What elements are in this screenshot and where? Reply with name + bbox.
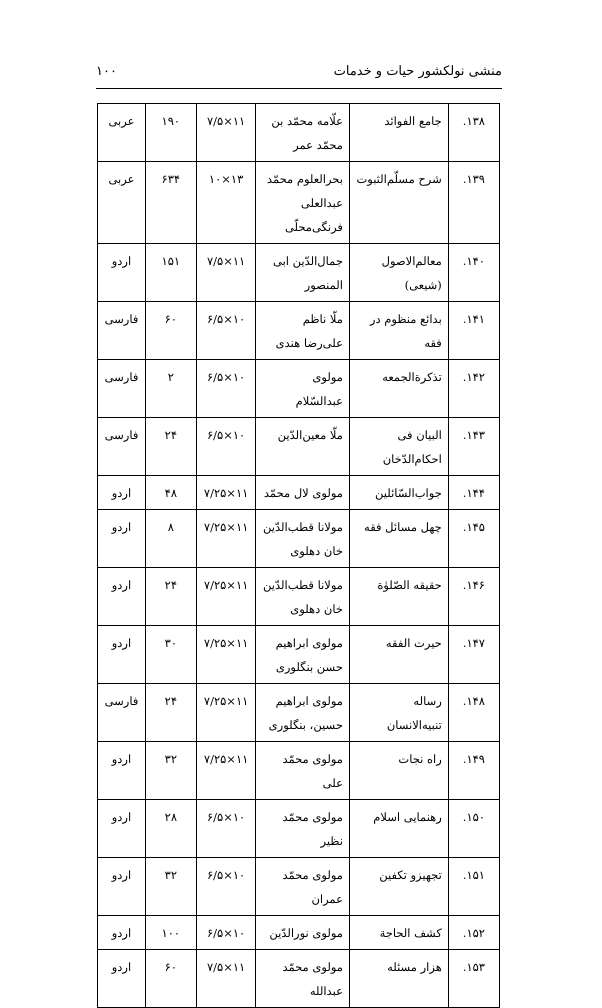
language: اردو xyxy=(98,800,146,858)
page-count: ۲ xyxy=(145,360,196,418)
row-number: ۱۴۲. xyxy=(448,360,499,418)
book-title: رساله تنبیه‌الانسان xyxy=(349,684,448,742)
table-row xyxy=(98,684,500,742)
language: فارسی xyxy=(98,684,146,742)
author: مولوی عبدالسّلام xyxy=(256,360,349,418)
author: مولانا قطب‌الدّین خان دهلوی xyxy=(256,510,349,568)
page-count: ۴۸ xyxy=(145,476,196,510)
language: فارسی xyxy=(98,418,146,476)
page-count: ۳۲ xyxy=(145,858,196,916)
page-size: ۱۰×۶/۵ xyxy=(196,418,256,476)
book-title: تجهیزو تکفین xyxy=(349,858,448,916)
page-size: ۱۱×۷/۲۵ xyxy=(196,510,256,568)
table-row xyxy=(98,626,500,684)
language: فارسی xyxy=(98,302,146,360)
row-number: ۱۴۵. xyxy=(448,510,499,568)
table-row xyxy=(98,244,500,302)
table-row xyxy=(98,858,500,916)
row-number: ۱۴۳. xyxy=(448,418,499,476)
page-size: ۱۰×۶/۵ xyxy=(196,360,256,418)
page-count: ۶۰ xyxy=(145,302,196,360)
page-size: ۱۰×۶/۵ xyxy=(196,858,256,916)
table-row xyxy=(98,800,500,858)
page-size: ۱۳×۱۰ xyxy=(196,162,256,244)
book-title: تذکرةالجمعه xyxy=(349,360,448,418)
language: اردو xyxy=(98,626,146,684)
book-title: رهنمایی اسلام xyxy=(349,800,448,858)
page-size: ۱۱×۷/۲۵ xyxy=(196,568,256,626)
page-count: ۶۰ xyxy=(145,950,196,1008)
page-size: ۱۰×۶/۵ xyxy=(196,302,256,360)
language: اردو xyxy=(98,858,146,916)
book-title: حیرت الفقه xyxy=(349,626,448,684)
row-number: ۱۵۲. xyxy=(448,916,499,950)
author: مولانا قطب‌الدّین خان دهلوی xyxy=(256,568,349,626)
running-title: منشی نولکشور حیات و خدمات xyxy=(333,64,502,79)
page-size: ۱۱×۷/۵ xyxy=(196,950,256,1008)
page-count: ۲۸ xyxy=(145,800,196,858)
language: عربی xyxy=(98,162,146,244)
page-header xyxy=(96,64,502,86)
row-number: ۱۴۸. xyxy=(448,684,499,742)
page-count: ۳۰ xyxy=(145,626,196,684)
page-count: ۲۴ xyxy=(145,568,196,626)
book-title: معالم‌الاصول (شیعی) xyxy=(349,244,448,302)
page-count: ۳۲ xyxy=(145,742,196,800)
author: مولوی ابراهیم حسن بنگلوری xyxy=(256,626,349,684)
row-number: ۱۳۸. xyxy=(448,104,499,162)
page-size: ۱۱×۷/۲۵ xyxy=(196,626,256,684)
book-title: البیان فی احکام‌الدّخان xyxy=(349,418,448,476)
page-size: ۱۱×۷/۲۵ xyxy=(196,476,256,510)
language: اردو xyxy=(98,568,146,626)
book-title: کشف الحاجة xyxy=(349,916,448,950)
row-number: ۱۴۷. xyxy=(448,626,499,684)
page-count: ۱۵۱ xyxy=(145,244,196,302)
book-title: هزار مسئله xyxy=(349,950,448,1008)
books-table xyxy=(97,103,500,1008)
row-number: ۱۴۱. xyxy=(448,302,499,360)
row-number: ۱۳۹. xyxy=(448,162,499,244)
language: اردو xyxy=(98,244,146,302)
author: مولوی نورالدّین xyxy=(256,916,349,950)
book-title: شرح مسلّم‌الثبوت xyxy=(349,162,448,244)
table-row xyxy=(98,418,500,476)
author: ملّا معین‌الدّین xyxy=(256,418,349,476)
author: مولوی لال محمّد xyxy=(256,476,349,510)
page-count: ۲۴ xyxy=(145,418,196,476)
page-size: ۱۰×۶/۵ xyxy=(196,800,256,858)
page-size: ۱۱×۷/۲۵ xyxy=(196,684,256,742)
page-count: ۸ xyxy=(145,510,196,568)
author: مولوی محمّد علی xyxy=(256,742,349,800)
row-number: ۱۴۶. xyxy=(448,568,499,626)
book-title: راه نجات xyxy=(349,742,448,800)
author: مولوی محمّد عبدالله xyxy=(256,950,349,1008)
row-number: ۱۴۰. xyxy=(448,244,499,302)
author: مولوی محمّد عمران xyxy=(256,858,349,916)
author: جمال‌الدّین ابی المنصور xyxy=(256,244,349,302)
header-rule xyxy=(96,88,502,89)
language: اردو xyxy=(98,476,146,510)
row-number: ۱۵۰. xyxy=(448,800,499,858)
author: علّامه محمّد بن محمّد عمر xyxy=(256,104,349,162)
table-row xyxy=(98,104,500,162)
author: بحرالعلوم محمّد عبدالعلی فرنگی‌محلّی xyxy=(256,162,349,244)
page-size: ۱۱×۷/۵ xyxy=(196,104,256,162)
page-size: ۱۰×۶/۵ xyxy=(196,916,256,950)
language: اردو xyxy=(98,950,146,1008)
table-row xyxy=(98,742,500,800)
book-title: جواب‌السّائلین xyxy=(349,476,448,510)
language: اردو xyxy=(98,510,146,568)
language: عربی xyxy=(98,104,146,162)
page-size: ۱۱×۷/۵ xyxy=(196,244,256,302)
table-row xyxy=(98,916,500,950)
table-row xyxy=(98,162,500,244)
author: مولوی محمّد نظیر xyxy=(256,800,349,858)
book-title: حقیقه الصّلوٰة xyxy=(349,568,448,626)
row-number: ۱۴۹. xyxy=(448,742,499,800)
row-number: ۱۵۱. xyxy=(448,858,499,916)
page-count: ۶۳۴ xyxy=(145,162,196,244)
row-number: ۱۴۴. xyxy=(448,476,499,510)
table-row xyxy=(98,950,500,1008)
table-row xyxy=(98,360,500,418)
page-size: ۱۱×۷/۲۵ xyxy=(196,742,256,800)
page-count: ۱۹۰ xyxy=(145,104,196,162)
page-number: ۱۰۰ xyxy=(96,64,117,79)
table-row xyxy=(98,568,500,626)
page-count: ۲۴ xyxy=(145,684,196,742)
book-title: بدائع منظوم در فقه xyxy=(349,302,448,360)
page-count: ۱۰۰ xyxy=(145,916,196,950)
table-row xyxy=(98,476,500,510)
book-title: جامع الفوائد xyxy=(349,104,448,162)
author: ملّا ناظم علی‌رضا هندی xyxy=(256,302,349,360)
row-number: ۱۵۳. xyxy=(448,950,499,1008)
language: اردو xyxy=(98,742,146,800)
language: فارسی xyxy=(98,360,146,418)
author: مولوی ابراهیم حسین، بنگلوری xyxy=(256,684,349,742)
table-row xyxy=(98,302,500,360)
book-title: چهل مسائل فقه xyxy=(349,510,448,568)
table-row xyxy=(98,510,500,568)
language: اردو xyxy=(98,916,146,950)
